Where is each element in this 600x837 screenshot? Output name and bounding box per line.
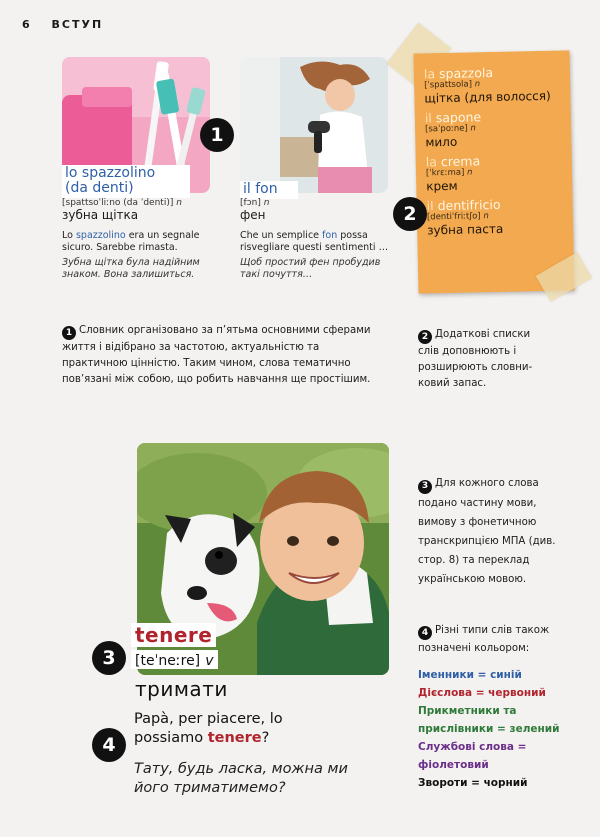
section-title: ВСТУП <box>51 18 104 31</box>
hairdryer-ipa: [fɔn] <box>240 198 261 208</box>
badge-2: 2 <box>393 197 427 231</box>
paragraph-3: 3 Для кожного слова подано частину мови, вимову з фонетичною транскрипцією МПА (див. стор. 8) та переклад українською мовою. <box>418 478 556 585</box>
toothbrush-entry-details <box>62 198 212 281</box>
hairdryer-translation: фен <box>240 208 266 222</box>
main-entry-word-box <box>131 623 216 647</box>
toothbrush-article: lo <box>65 165 78 181</box>
toothbrush-word-label <box>62 165 190 198</box>
page-header <box>22 18 103 31</box>
main-entry-word: tenere <box>135 623 213 647</box>
legend-adjectives: Прикметники та прислівники = зелений <box>418 705 560 735</box>
toothbrush-qualifier: (da denti) <box>65 180 134 196</box>
note-word-3: la crema [ˈkrɛːma] n крем <box>425 153 481 194</box>
badge-1: 1 <box>200 118 234 152</box>
badge-2-small: 2 <box>418 330 432 344</box>
main-entry-ipa: [teˈneːre] <box>135 653 201 669</box>
main-example-uk: Тату, будь ласка, можна ми його триматимемо? <box>134 761 348 796</box>
paragraph-2: 2 Додаткові списки слів доповнюють і розширюють словни-ковий запас. <box>418 329 533 389</box>
legend-phrases: Звороти = чорний <box>418 777 528 789</box>
hairdryer-example-it: Che un semplice fon possa risvegliare questi sentimenti … <box>240 230 389 253</box>
toothbrush-pos: n <box>176 198 182 208</box>
toothbrush-example-uk: Зубна щітка була надійним знаком. Вона залишиться. <box>62 257 200 280</box>
toothbrush-ipa: [spattsoˈliːno (da ˈdenti)] <box>62 198 174 208</box>
toothbrush-example-it: Lo spazzolino era un segnale sicuro. Sarebbe rimasta. <box>62 230 200 253</box>
badge-1-small: 1 <box>62 326 76 340</box>
hairdryer-article: il <box>243 181 251 197</box>
hairdryer-word-label <box>240 181 298 199</box>
page-number: 6 <box>22 18 32 31</box>
legend-nouns: Іменники = синій <box>418 669 522 681</box>
note-word-1: la spazzola [ˈspattsola] n щітка (для волосся) <box>423 64 551 106</box>
paragraph-1: 1 Словник організовано за п’ятьма основними сферами життя і відібрано за частотою, актуальністю та практичною цінністю. Таким чином, слова тематично пов’язані між собою, що робить навчання ще простішим. <box>62 325 371 385</box>
badge-4: 4 <box>92 728 126 762</box>
hairdryer-pos: n <box>263 198 270 208</box>
note-word-2: il sapone [saˈpoːne] n мило <box>424 109 482 150</box>
main-entry-ipa-box <box>131 650 218 669</box>
toothbrush-translation: зубна щітка <box>62 208 139 222</box>
supplementary-word-note <box>414 50 575 293</box>
hairdryer-example-uk: Щоб простий фен пробудив такі почуття… <box>240 257 381 280</box>
badge-3-small: 3 <box>418 480 432 494</box>
legend-function-words: Службові слова = фіолетовий <box>418 741 527 771</box>
badge-4-small: 4 <box>418 626 432 640</box>
note-word-4: il dentifricio [dentiˈfriːtʃo] n зубна паста <box>426 196 504 238</box>
hairdryer-word: fon <box>255 181 278 197</box>
color-legend <box>418 666 568 792</box>
main-entry-pos: v <box>205 653 214 669</box>
legend-verbs: Дієслова = червоний <box>418 687 546 699</box>
hairdryer-photo <box>240 57 388 193</box>
main-example-it: Papà, per piacere, lo possiamo tenere? <box>134 711 283 746</box>
toothbrush-word: spazzolino <box>81 165 156 181</box>
hairdryer-entry-details <box>240 198 390 281</box>
paragraph-4: 4 Різні типи слів також позначені кольором: <box>418 625 550 654</box>
main-entry-translation: тримати <box>135 677 228 701</box>
badge-3: 3 <box>92 641 126 675</box>
